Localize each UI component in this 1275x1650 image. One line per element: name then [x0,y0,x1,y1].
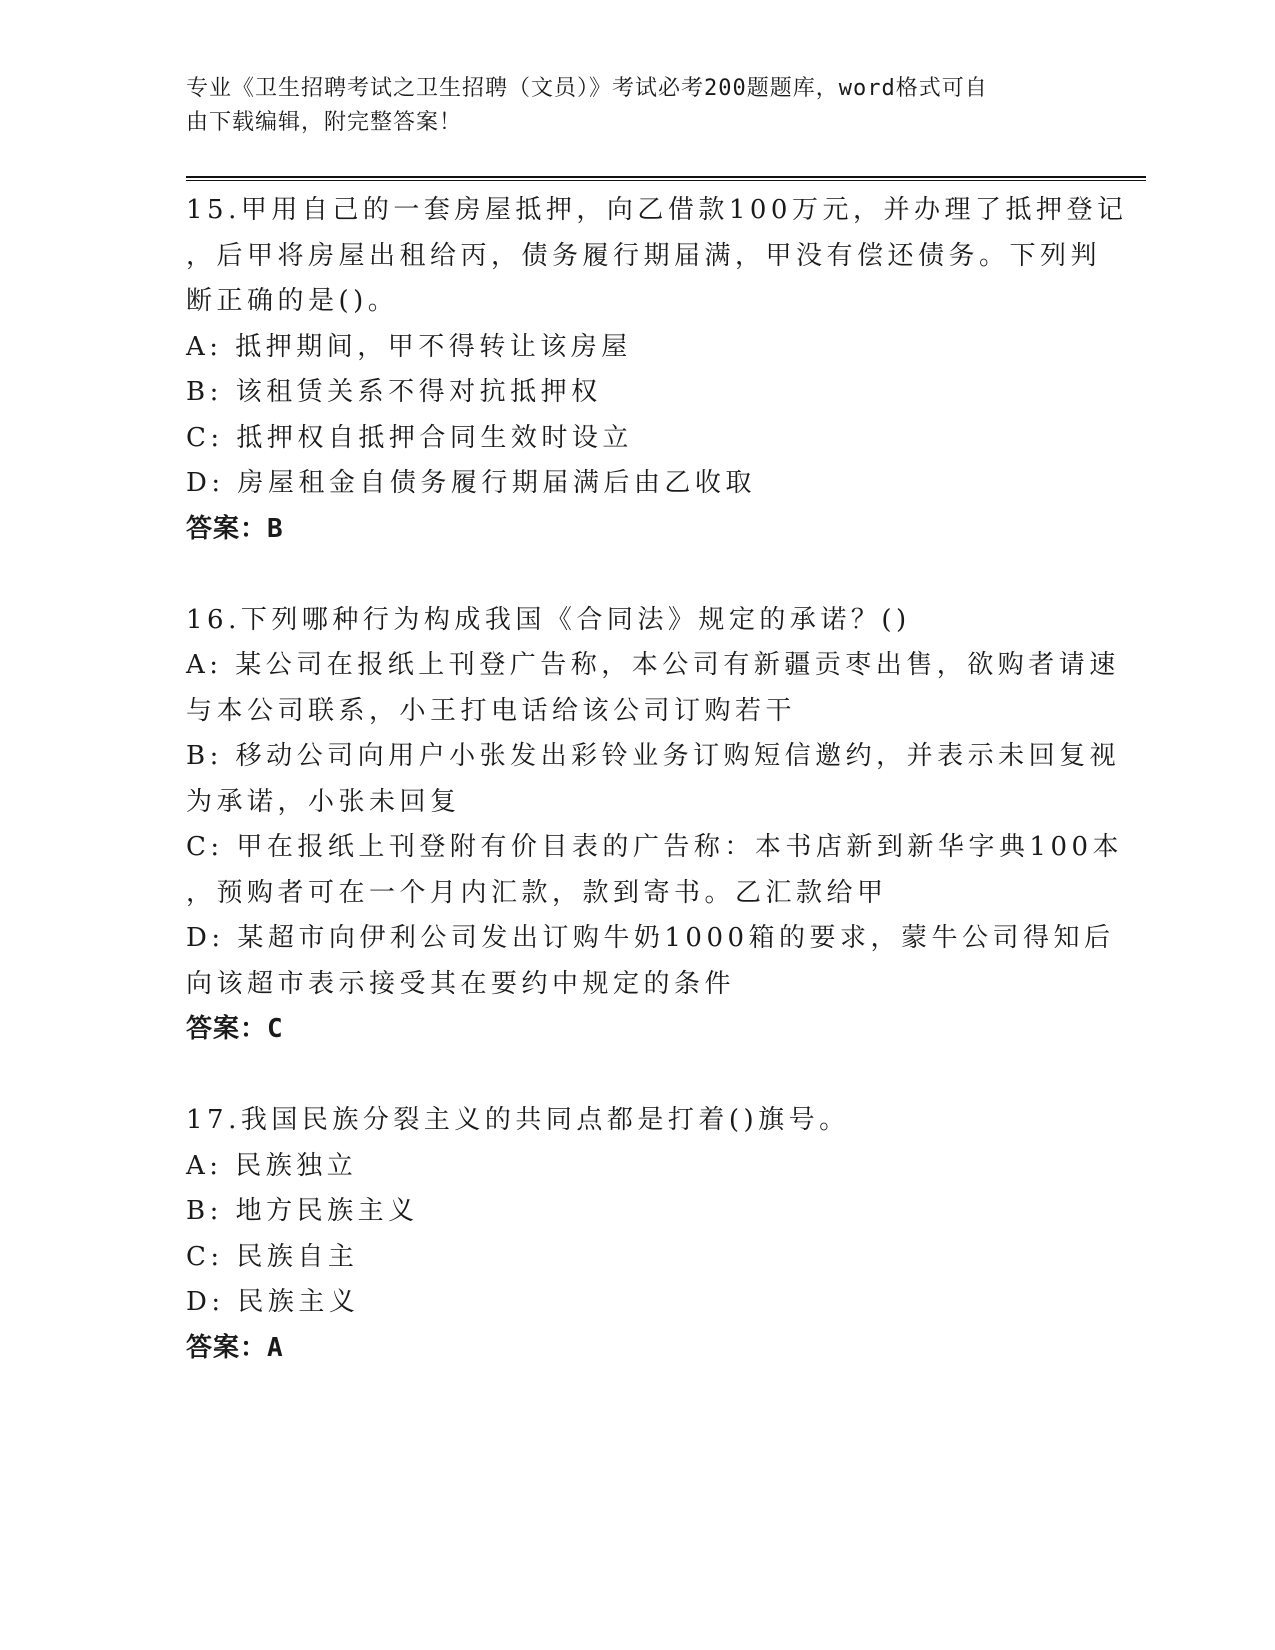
option-d: D: 某超市向伊利公司发出订购牛奶1000箱的要求，蒙牛公司得知后 [186,923,1115,953]
header-line-1: 专业《卫生招聘考试之卫生招聘（文员）》考试必考200题题库，word格式可自 [186,76,988,101]
option-c-continued: ，预购者可在一个月内汇款，款到寄书。乙汇款给甲 [186,877,888,908]
header-line-2: 由下载编辑，附完整答案！ [186,110,463,135]
option-b: B: 移动公司向用户小张发出彩铃业务订购短信邀约，并表示未回复视 [186,741,1121,771]
option-a: A: 某公司在报纸上刊登广告称，本公司有新疆贡枣出售，欲购者请速 [186,650,1120,680]
question-spacer [186,552,1066,598]
option-d-continued: 向该超市表示接受其在要约中规定的条件 [186,968,736,999]
question-stem-line: ，后甲将房屋出租给丙，债务履行期届满，甲没有偿还债务。下列判 [186,240,1102,271]
option-b-continued: 为承诺，小张未回复 [186,786,461,817]
option-c: C: 民族自主 [186,1241,359,1272]
question-stem-line: 15.甲用自己的一套房屋抵押，向乙借款100万元，并办理了抵押登记 [186,195,1128,225]
option-d: D: 民族主义 [186,1287,360,1317]
question-list [186,188,1128,1371]
question-stem-line: 17.我国民族分裂主义的共同点都是打着()旗号。 [186,1105,850,1135]
option-b: B: 该租赁关系不得对抗抵押权 [186,377,602,407]
question-16 [186,598,1124,1053]
option-c: C: 甲在报纸上刊登附有价目表的广告称：本书店新到新华字典100本 [186,832,1124,862]
document-header [186,72,1066,140]
option-c: C: 抵押权自抵押合同生效时设立 [186,422,633,453]
answer-line: 答案：B [186,513,284,544]
question-17 [186,1098,1066,1371]
option-a: A: 抵押期间，甲不得转让该房屋 [186,331,632,362]
question-spacer [186,1053,1066,1099]
answer-line: 答案：A [186,1332,284,1363]
question-stem-line: 断正确的是()。 [186,286,399,316]
answer-line: 答案：C [186,1014,284,1044]
option-d: D: 房屋租金自债务履行期届满后由乙收取 [186,468,756,498]
question-15 [186,188,1128,552]
option-b: B: 地方民族主义 [186,1196,419,1226]
option-a-continued: 与本公司联系，小王打电话给该公司订购若干 [186,695,797,726]
option-a: A: 民族独立 [186,1150,358,1181]
header-divider [186,176,1146,181]
question-stem-line: 16.下列哪种行为构成我国《合同法》规定的承诺？() [186,604,911,635]
